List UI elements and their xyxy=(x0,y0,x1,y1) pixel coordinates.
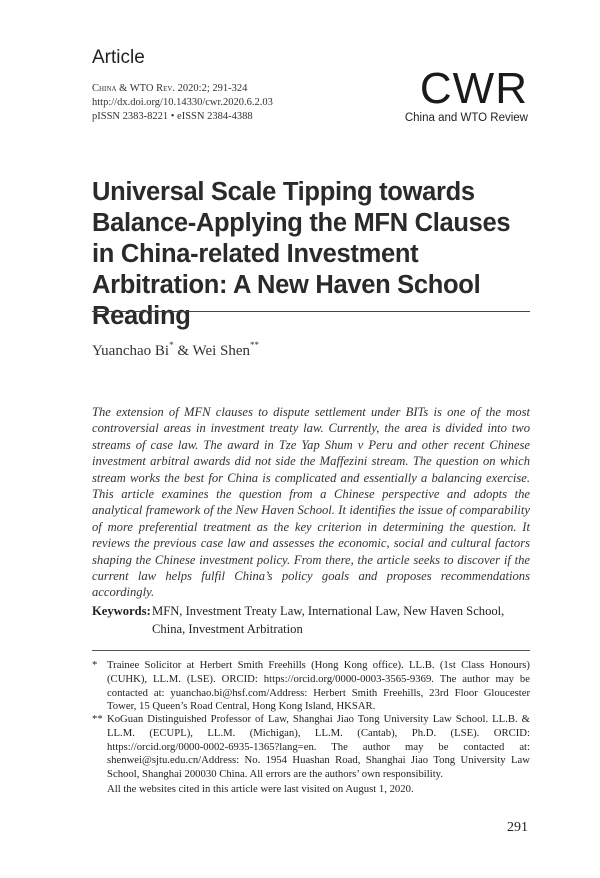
author-name: Wei Shen xyxy=(192,343,251,359)
author-joiner: & xyxy=(173,343,193,359)
journal-citation: China & WTO Rev. 2020:2; 291-324 xyxy=(92,83,248,94)
footnote-marker[interactable]: ** xyxy=(250,340,260,350)
footnote-text: KoGuan Distinguished Professor of Law, Shanghai Jiao Tong University Law School. LL.B. & LL.M. (ECUPL), LL.M. (Michigan), LL.M. (Cantab), Ph.D. (LSE). ORCID: https://orcid.org/0000-0002-6935-1365?lang=en. The author may be contacted at: shenwei@sjtu.edu.cn/Address: No. 1954 Huashan Road, Shanghai Jiao Tong University Law School, Shanghai 200030 China. All errors are the authors’ own responsibility. xyxy=(107,713,530,781)
footnote xyxy=(92,713,530,782)
footnote-mark: ** xyxy=(92,713,103,725)
websites-note: All the websites cited in this article were last visited on August 1, 2020. xyxy=(107,783,414,795)
journal-logo-subtitle: China and WTO Review xyxy=(404,112,528,124)
footnote-text: Trainee Solicitor at Herbert Smith Freehills (Hong Kong office). LL.B. (1st Class Honours) (CUHK), LL.M. (LSE). ORCID: https://orcid.org/0000-0003-3565-9369. The author may be contacted at: yuanchao.bi@hsf.com/Address: Herbert Smith Freehills, 23rd Floor Gloucester Tower, 15 Queen’s Road Central, Hong Kong Island, HKSAR. xyxy=(107,659,530,713)
footnote-marker[interactable]: * xyxy=(169,340,174,350)
page-number: 291 xyxy=(507,820,528,835)
issn-line: pISSN 2383-8221 • eISSN 2384-4388 xyxy=(92,111,253,122)
article-label: Article xyxy=(92,47,145,68)
footnote xyxy=(92,659,530,714)
footnote-divider xyxy=(92,650,530,651)
title-divider xyxy=(92,311,530,312)
keywords-list: MFN, Investment Treaty Law, International Law, New Haven School, China, Investment Arbitration xyxy=(152,604,505,636)
author-name: Yuanchao Bi xyxy=(92,343,170,359)
doi-link[interactable]: http://dx.doi.org/10.14330/cwr.2020.6.2.03 xyxy=(92,97,273,108)
article-title: Universal Scale Tipping towards Balance-Applying the MFN Clauses in China-related Investment Arbitration: A New Haven School Reading xyxy=(92,178,511,330)
keywords xyxy=(92,602,530,638)
footnote-mark: * xyxy=(92,659,98,671)
author-line xyxy=(92,340,260,360)
keywords-label: Keywords: xyxy=(92,604,151,618)
abstract: The extension of MFN clauses to dispute settlement under BITs is one of the most controversial areas in investment treaty law. Currently, the area is divided into two streams of case law. The award in Tze Yap Shum v Peru and other recent Chinese investment arbitral awards did not side the Maffezini stream. The question on which stream works the best for China is complicated and essentially a balancing exercise. This article examines the question from a Chinese perspective and adopts the analytical framework of the New Haven School. It identifies the issue of comparability of more preferential treatment as the key criterion in determining the question. It reviews the previous case law and assesses the economic, social and cultural factors shaping the Chinese investment policy. From there, the article seeks to discover if the current law helps fulfil China’s policy goals and proposes recommendations accordingly. xyxy=(92,405,530,600)
journal-logo: CWR xyxy=(419,64,528,113)
